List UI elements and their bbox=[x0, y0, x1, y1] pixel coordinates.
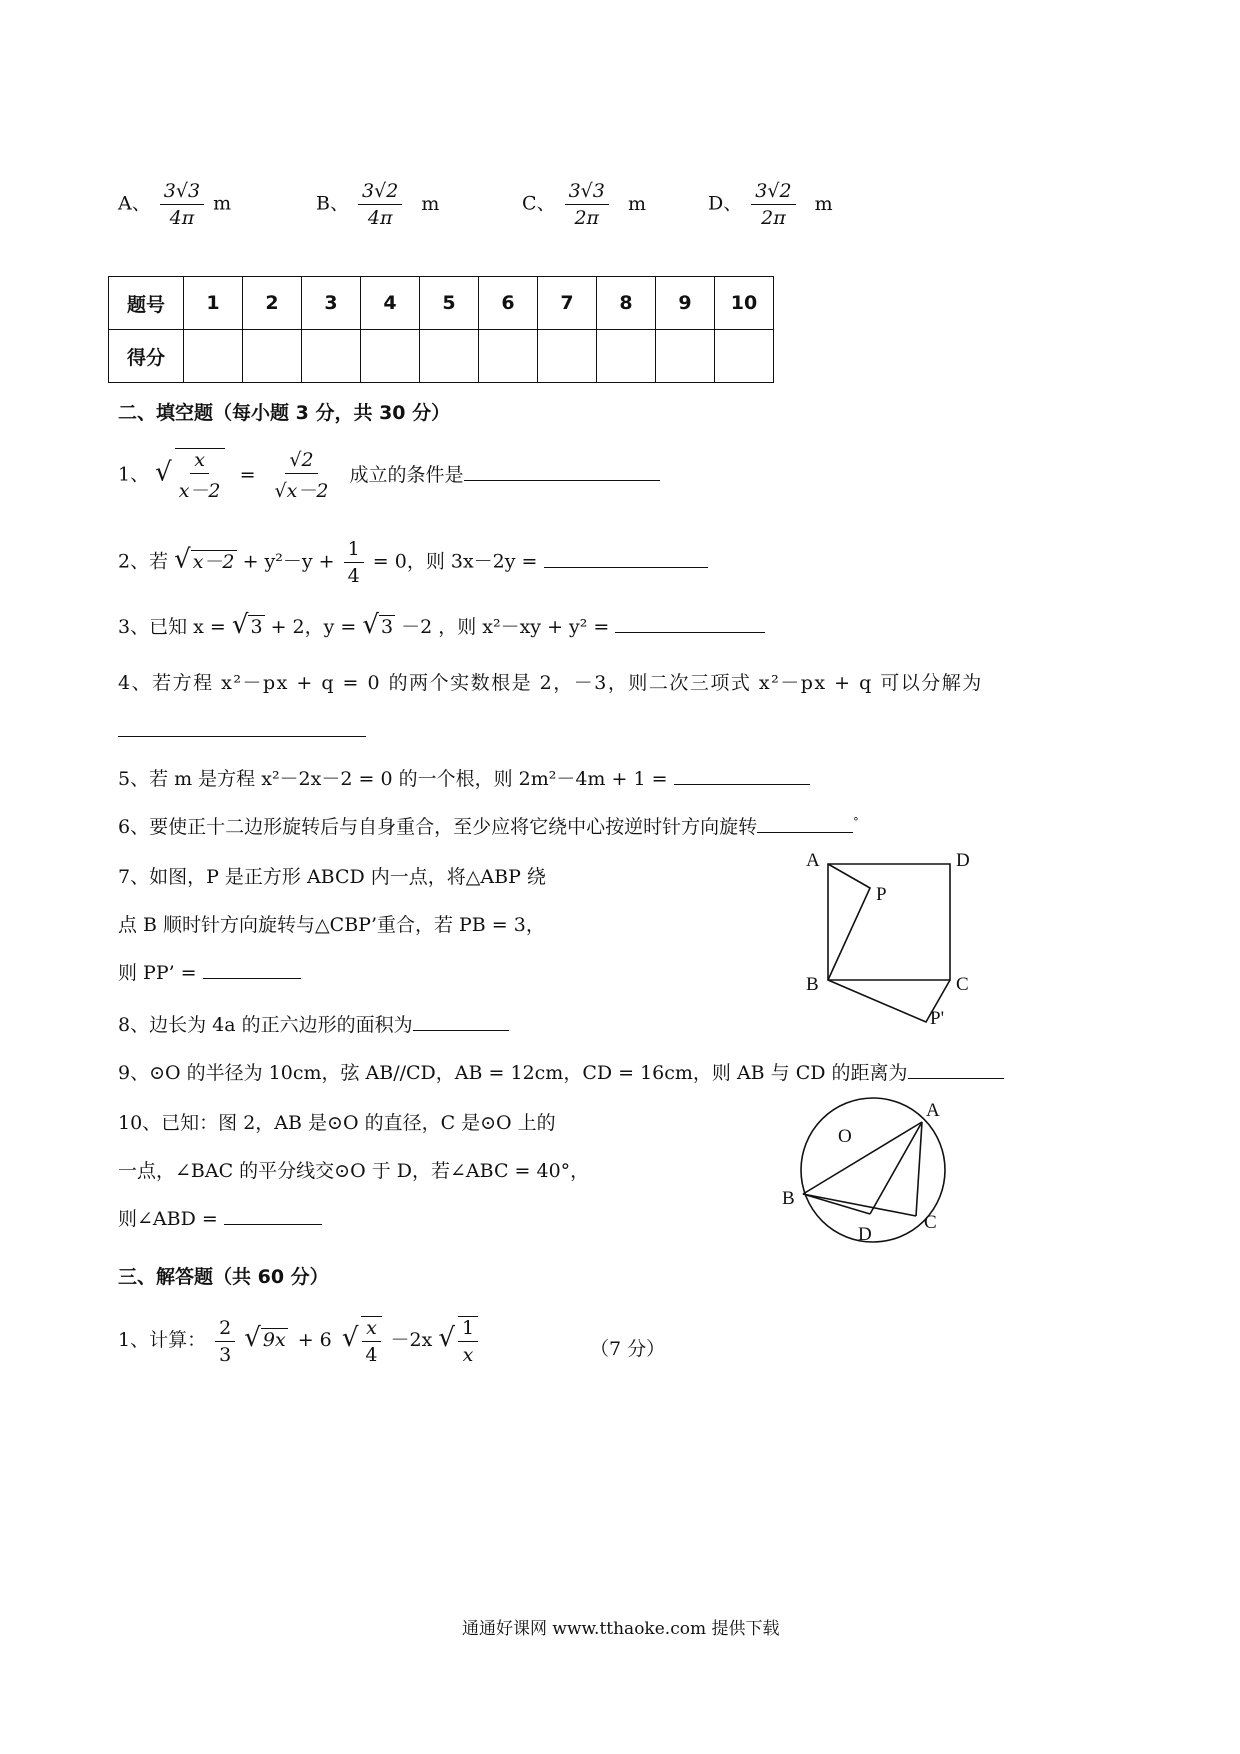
fill-question-3 bbox=[118, 610, 765, 640]
label-d: D bbox=[956, 850, 970, 871]
choice-a-den: 4π bbox=[169, 207, 195, 229]
label-d: D bbox=[858, 1224, 872, 1245]
fill-question-1 bbox=[118, 448, 660, 503]
s3q1-frac3-num: 1 bbox=[458, 1317, 478, 1342]
score-cell[interactable] bbox=[656, 330, 715, 383]
q1-right-den: √x－2 bbox=[274, 479, 329, 502]
score-table bbox=[108, 276, 774, 383]
fill-question-10-line3 bbox=[118, 1204, 322, 1231]
answer-blank[interactable] bbox=[413, 1012, 509, 1031]
answer-blank[interactable] bbox=[464, 462, 660, 481]
choice-a-label: A、 bbox=[118, 192, 151, 215]
q1-right-fraction bbox=[271, 449, 333, 503]
q1-right-num: √2 bbox=[285, 449, 317, 474]
circle-figure bbox=[778, 1090, 978, 1252]
chord-bc bbox=[803, 1194, 916, 1216]
question-number: 7 bbox=[538, 277, 597, 330]
q2-fraction bbox=[344, 538, 364, 587]
q1-left-den: x－2 bbox=[178, 480, 221, 502]
s3q1-frac2-den: 4 bbox=[365, 1344, 378, 1366]
score-cell[interactable] bbox=[420, 330, 479, 383]
s3q1-frac-num: 2 bbox=[215, 1317, 235, 1342]
choice-d-den: 2π bbox=[761, 207, 786, 229]
choice-b-den: 4π bbox=[367, 207, 393, 229]
fill-question-4: 4、若方程 x²－px + q = 0 的两个实数根是 2，－3，则二次三项式 x²－px + q 可以分解为 bbox=[118, 672, 983, 694]
s3q1-radicand1: 9x bbox=[262, 1329, 286, 1351]
square-figure bbox=[800, 846, 990, 1026]
radical-icon: √ bbox=[231, 610, 249, 640]
fill-question-7-line2: 点 B 顺时针方向旋转与△CBP’重合，若 PB = 3， bbox=[118, 914, 545, 936]
q1-left-num: x bbox=[190, 449, 209, 474]
score-table-header: 得分 bbox=[109, 330, 184, 383]
question-number: 5 bbox=[420, 277, 479, 330]
question-number: 6 bbox=[479, 277, 538, 330]
q10-l3-text: 则∠ABD = bbox=[118, 1208, 218, 1230]
q2-mid: + y²－y + bbox=[242, 550, 335, 573]
q2-radicand: x－2 bbox=[192, 550, 235, 573]
s3q1-frac2-num: x bbox=[362, 1317, 381, 1342]
label-a: A bbox=[806, 850, 820, 871]
label-a: A bbox=[926, 1100, 940, 1121]
answer-blank[interactable] bbox=[674, 766, 810, 785]
q7-l3-text: 则 PP’ = bbox=[118, 962, 197, 984]
choice-d-unit: m bbox=[814, 192, 833, 215]
s3q1-frac2 bbox=[361, 1316, 381, 1366]
radical-icon: √ bbox=[362, 610, 379, 640]
answer-blank[interactable] bbox=[224, 1206, 322, 1225]
chord-ad bbox=[870, 1122, 922, 1214]
choice-a-num: 3√3 bbox=[160, 180, 204, 205]
score-cell[interactable] bbox=[538, 330, 597, 383]
label-c: C bbox=[956, 974, 969, 995]
score-table-row-numbers bbox=[109, 277, 774, 330]
score-cell[interactable] bbox=[479, 330, 538, 383]
choice-a-fraction bbox=[160, 180, 204, 229]
choice-b-label: B、 bbox=[316, 192, 349, 215]
fill-question-8 bbox=[118, 1010, 509, 1037]
s3q1-plus-six: + 6 bbox=[297, 1329, 332, 1351]
answer-blank[interactable] bbox=[908, 1060, 1004, 1079]
q3-radicand-b: 3 bbox=[380, 616, 394, 638]
radical-icon: √ bbox=[438, 1323, 455, 1353]
choice-a-unit: m bbox=[213, 192, 232, 215]
label-o: O bbox=[838, 1126, 852, 1147]
s3q1-frac bbox=[215, 1317, 235, 1366]
points-label: （7 分） bbox=[590, 1338, 666, 1360]
page-footer: 通通好课网 www.tthaoke.com 提供下载 bbox=[462, 1619, 780, 1639]
score-cell[interactable] bbox=[184, 330, 243, 383]
radical-icon: √ bbox=[155, 457, 172, 488]
choice-b-fraction bbox=[358, 180, 402, 229]
q1-label: 1、 bbox=[118, 463, 150, 486]
score-cell[interactable] bbox=[302, 330, 361, 383]
q2-end: = 0，则 3x－2y = bbox=[372, 550, 538, 573]
score-table-header: 题号 bbox=[109, 277, 184, 330]
q8-text: 8、边长为 4a 的正六边形的面积为 bbox=[118, 1014, 413, 1036]
q1-left-fraction bbox=[175, 448, 225, 503]
question-number: 4 bbox=[361, 277, 420, 330]
choice-a bbox=[118, 180, 231, 229]
choice-d-fraction bbox=[751, 180, 795, 229]
choice-c-den: 2π bbox=[574, 207, 600, 229]
score-cell[interactable] bbox=[715, 330, 774, 383]
s3q1-frac-den: 3 bbox=[219, 1343, 232, 1366]
answer-blank[interactable] bbox=[544, 549, 708, 568]
choice-d-num: 3√2 bbox=[751, 180, 795, 205]
fill-question-10-line1: 10、已知：图 2，AB 是⊙O 的直径，C 是⊙O 上的 bbox=[118, 1112, 556, 1134]
s3q1-frac3-den: x bbox=[462, 1344, 474, 1366]
choice-c-num: 3√3 bbox=[565, 180, 609, 205]
question-number: 10 bbox=[715, 277, 774, 330]
answer-blank[interactable] bbox=[203, 960, 301, 979]
q2-text: 2、若 bbox=[118, 550, 169, 573]
fill-question-9 bbox=[118, 1058, 1004, 1085]
fill-question-6 bbox=[118, 812, 859, 839]
q5-text: 5、若 m 是方程 x²－2x－2 = 0 的一个根，则 2m²－4m + 1 = bbox=[118, 768, 668, 790]
label-b: B bbox=[782, 1188, 795, 1209]
section-2-title: 二、填空题（每小题 3 分，共 30 分） bbox=[118, 402, 451, 424]
s3q1-frac3 bbox=[458, 1316, 478, 1366]
q3-b: －2 ，则 x²－xy + y² = bbox=[401, 616, 610, 638]
choice-d bbox=[708, 180, 833, 229]
choice-c-label: C、 bbox=[522, 192, 556, 215]
question-number: 3 bbox=[302, 277, 361, 330]
answer-blank[interactable] bbox=[615, 614, 765, 633]
radical-icon: √ bbox=[341, 1323, 359, 1353]
chord-ac bbox=[916, 1122, 922, 1216]
choice-c bbox=[522, 180, 646, 229]
solve-question-1 bbox=[118, 1316, 481, 1366]
choice-c-fraction bbox=[565, 180, 609, 229]
q2-frac-den: 4 bbox=[347, 565, 360, 587]
diameter-ab bbox=[803, 1122, 922, 1194]
label-p-prime: P' bbox=[930, 1008, 944, 1026]
choice-b-unit: m bbox=[421, 192, 440, 215]
choice-d-label: D、 bbox=[708, 192, 743, 215]
q9-text: 9、⊙O 的半径为 10cm，弦 AB//CD，AB = 12cm，CD = 16cm，则 AB 与 CD 的距离为 bbox=[118, 1062, 908, 1084]
score-cell[interactable] bbox=[361, 330, 420, 383]
fill-question-2 bbox=[118, 538, 708, 587]
radical-icon: √ bbox=[244, 1323, 261, 1353]
question-number: 2 bbox=[243, 277, 302, 330]
fill-question-7-line3 bbox=[118, 958, 301, 985]
q3-radicand-a: 3 bbox=[250, 616, 263, 638]
score-table-row-scores bbox=[109, 330, 774, 383]
score-cell[interactable] bbox=[597, 330, 656, 383]
q3-a: + 2，y = bbox=[270, 616, 357, 638]
answer-blank[interactable] bbox=[757, 814, 853, 833]
s3q1-label: 1、计算： bbox=[118, 1329, 207, 1351]
square-abcd bbox=[828, 864, 950, 980]
answer-blank[interactable] bbox=[118, 722, 366, 737]
fill-question-7-line1: 7、如图，P 是正方形 ABCD 内一点，将△ABP 绕 bbox=[118, 866, 546, 888]
choice-b-num: 3√2 bbox=[358, 180, 402, 205]
radical-icon: √ bbox=[174, 544, 191, 575]
question-number: 9 bbox=[656, 277, 715, 330]
degree-sign: ° bbox=[853, 815, 859, 829]
section-3-title: 三、解答题（共 60 分） bbox=[118, 1266, 329, 1288]
q1-suffix: 成立的条件是 bbox=[349, 463, 464, 486]
equals-sign: = bbox=[239, 463, 256, 486]
score-cell[interactable] bbox=[243, 330, 302, 383]
choice-c-unit: m bbox=[627, 192, 646, 215]
q3-text: 3、已知 x = bbox=[118, 616, 226, 638]
q2-frac-num: 1 bbox=[344, 538, 364, 563]
s3q1-minus-2x: －2x bbox=[390, 1329, 433, 1351]
label-c: C bbox=[924, 1212, 937, 1233]
triangle-abp bbox=[828, 864, 870, 980]
fill-question-5 bbox=[118, 764, 810, 791]
label-b: B bbox=[806, 974, 819, 995]
fill-question-10-line2: 一点，∠BAC 的平分线交⊙O 于 D，若∠ABC = 40°， bbox=[118, 1160, 590, 1182]
question-number: 1 bbox=[184, 277, 243, 330]
question-number: 8 bbox=[597, 277, 656, 330]
choice-b bbox=[316, 180, 439, 229]
q6-text: 6、要使正十二边形旋转后与自身重合，至少应将它绕中心按逆时针方向旋转 bbox=[118, 816, 758, 838]
label-p: P bbox=[876, 884, 887, 905]
